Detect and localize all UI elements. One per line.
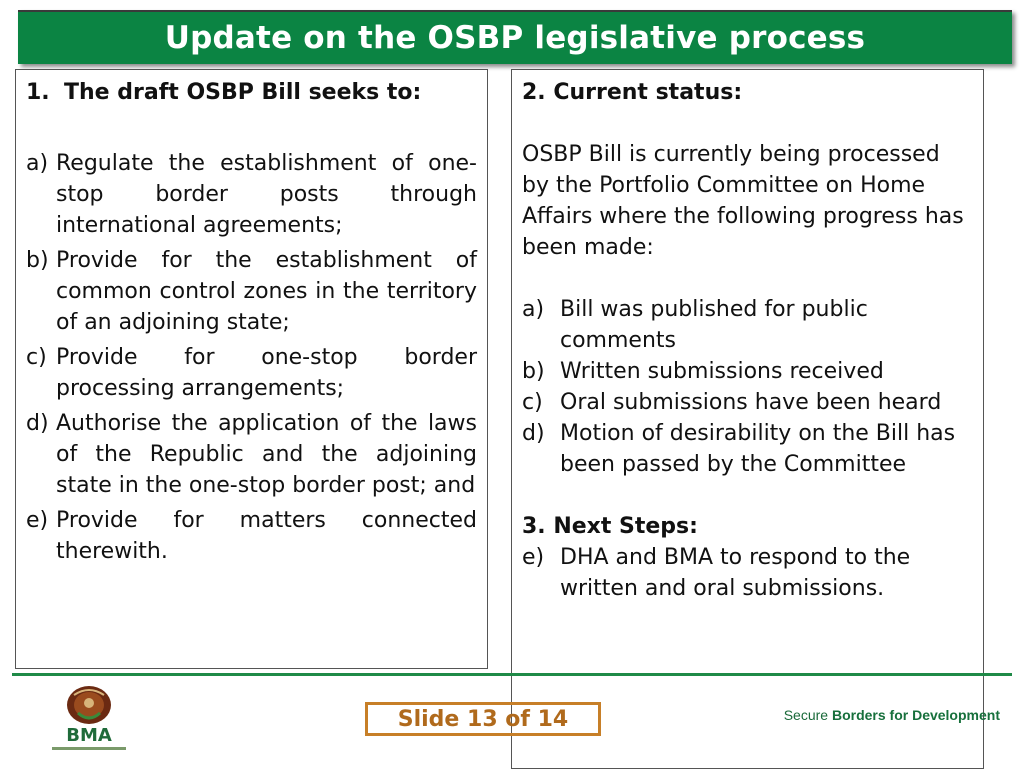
- title-bar: [18, 10, 1012, 64]
- list-item: [26, 245, 477, 338]
- list-text: Provide for matters connected therewith.: [56, 508, 477, 564]
- status-list: [522, 294, 973, 480]
- tagline-bold: Borders for Development: [831, 707, 1000, 723]
- left-list: [26, 148, 477, 567]
- list-item: [522, 387, 973, 418]
- left-heading-number: 1.: [26, 80, 50, 105]
- list-marker: d): [522, 421, 545, 446]
- list-marker: b): [522, 359, 545, 384]
- list-item: [522, 294, 973, 356]
- list-text: Provide for the establishment of common control zones in the territory of an adjoining state;: [56, 248, 477, 335]
- right-heading: 2. Current status:: [522, 80, 743, 105]
- list-text: Motion of desirability on the Bill has been passed by the Committee: [560, 421, 956, 477]
- list-marker: e): [26, 508, 49, 533]
- list-item: [522, 356, 973, 387]
- list-marker: c): [522, 390, 543, 415]
- footer-divider: [12, 673, 1012, 676]
- list-item: [26, 342, 477, 404]
- bma-logo-icon: [48, 683, 130, 755]
- list-text: Bill was published for public comments: [560, 297, 868, 353]
- list-item: [522, 542, 973, 604]
- list-text: Regulate the establishment of one-stop border posts through international agreements;: [56, 151, 477, 238]
- list-item: [26, 505, 477, 567]
- tagline: [784, 707, 1000, 723]
- list-text: Provide for one-stop border processing arrangements;: [56, 345, 477, 401]
- list-text: Authorise the application of the laws of the Republic and the adjoining state in the one-stop border post; and: [56, 411, 477, 498]
- list-item: [522, 418, 973, 480]
- left-heading: [26, 78, 477, 108]
- list-marker: a): [522, 297, 545, 322]
- list-item: [26, 408, 477, 501]
- slide-title: Update on the OSBP legislative process: [164, 20, 866, 56]
- list-item: [26, 148, 477, 241]
- list-marker: c): [26, 345, 47, 370]
- left-heading-text: The draft OSBP Bill seeks to:: [64, 80, 422, 105]
- status-paragraph: OSBP Bill is currently being processed by the Portfolio Committee on Home Affairs where the following progress has been made:: [522, 142, 964, 260]
- tagline-plain: Secure: [783, 707, 829, 723]
- list-marker: b): [26, 248, 49, 273]
- list-text: DHA and BMA to respond to the written and oral submissions.: [560, 545, 911, 601]
- logo-text: BMA: [66, 725, 112, 746]
- list-marker: d): [26, 411, 49, 436]
- list-text: Written submissions received: [560, 359, 884, 384]
- list-marker: e): [522, 545, 545, 570]
- list-text: Oral submissions have been heard: [560, 390, 942, 415]
- list-marker: a): [26, 151, 49, 176]
- left-panel: [15, 69, 488, 669]
- next-steps-list: [522, 542, 973, 604]
- next-steps-heading: 3. Next Steps:: [522, 514, 698, 539]
- right-panel: [511, 69, 984, 769]
- slide-number: Slide 13 of 14: [365, 702, 601, 736]
